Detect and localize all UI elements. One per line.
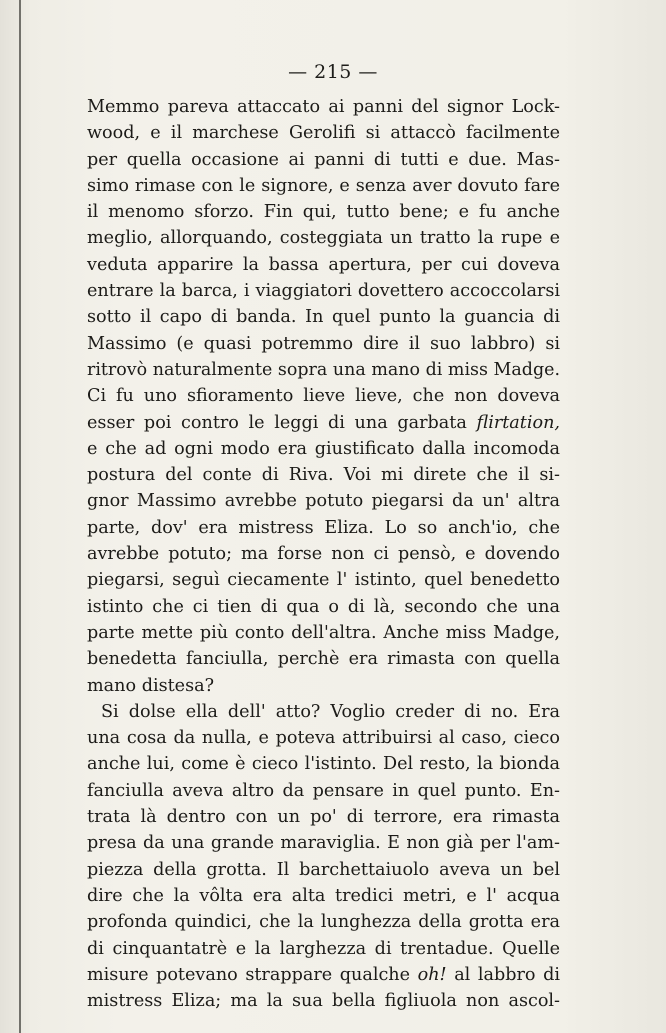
text-line: profonda quindici, che la lunghezza della grotta era: [87, 912, 560, 933]
page-number: — 215 —: [288, 61, 378, 83]
italic-word: oh!: [417, 964, 447, 985]
body-text: [87, 94, 560, 1014]
text-line: di cinquantatrè e la larghezza di trentadue. Quelle: [87, 938, 560, 959]
text-line: e che ad ogni modo era giustificato dalla incomoda: [87, 438, 560, 459]
text-line: mistress Eliza; ma la sua bella figliuola non ascol-: [87, 991, 560, 1012]
text-line: il menomo sforzo. Fin qui, tutto bene; e fu anche: [87, 202, 560, 223]
text-line: parte mette più conto dell'altra. Anche miss Madge,: [87, 622, 560, 643]
text-line: wood, e il marchese Gerolifi si attaccò facilmente: [87, 123, 560, 144]
text-line: postura del conte di Riva. Voi mi direte che il si-: [87, 465, 560, 486]
text-line: gnor Massimo avrebbe potuto piegarsi da un' altra: [87, 491, 560, 512]
text-line: veduta apparire la bassa apertura, per cui doveva: [87, 254, 560, 275]
text-line: dire che la vôlta era alta tredici metri, e l' acqua: [87, 885, 560, 906]
text-line: fanciulla aveva altro da pensare in quel punto. En-: [87, 780, 560, 801]
page-spine-edge: [19, 0, 21, 1033]
text-line: entrare la barca, i viaggiatori dovettero accoccolarsi: [87, 281, 560, 302]
text-line: anche lui, come è cieco l'istinto. Del resto, la bionda: [87, 754, 560, 775]
text-line: Ci fu uno sfioramento lieve lieve, che non doveva: [87, 386, 560, 407]
text-line: misure potevano strappare qualche oh! al labbro di: [87, 964, 560, 985]
text-line: istinto che ci tien di qua o di là, secondo che una: [87, 596, 560, 617]
text-line: Massimo (e quasi potremmo dire il suo labbro) si: [87, 333, 560, 354]
text-line: mano distesa?: [87, 675, 215, 696]
text-line: parte, dov' era mistress Eliza. Lo so anch'io, che: [87, 517, 560, 538]
text-line: meglio, allorquando, costeggiata un tratto la rupe e: [87, 228, 560, 249]
text-line: piezza della grotta. Il barchettaiuolo aveva un bel: [87, 859, 560, 880]
text-line: una cosa da nulla, e poteva attribuirsi al caso, cieco: [87, 728, 560, 749]
text-line: presa da una grande maraviglia. E non già per l'am-: [87, 833, 560, 854]
text-line: Memmo pareva attaccato ai panni del signor Lock-: [87, 97, 560, 117]
text-line: trata là dentro con un po' di terrore, era rimasta: [87, 807, 560, 828]
text-line: sotto il capo di banda. In quel punto la guancia di: [87, 307, 560, 328]
text-line: esser poi contro le leggi di una garbata flirtation,: [87, 412, 560, 433]
text-line: benedetta fanciulla, perchè era rimasta con quella: [87, 649, 560, 670]
text-line: per quella occasione ai panni di tutti e due. Mas-: [87, 149, 560, 170]
text-line: simo rimase con le signore, e senza aver dovuto fare: [87, 175, 560, 196]
text-line: Si dolse ella dell' atto? Voglio creder di no. Era: [101, 701, 560, 722]
text-line: piegarsi, seguì ciecamente l' istinto, quel benedetto: [87, 570, 560, 591]
text-line: avrebbe potuto; ma forse non ci pensò, e dovendo: [87, 544, 560, 565]
italic-word: flirtation,: [476, 412, 560, 433]
text-line: ritrovò naturalmente sopra una mano di miss Madge.: [87, 359, 560, 380]
